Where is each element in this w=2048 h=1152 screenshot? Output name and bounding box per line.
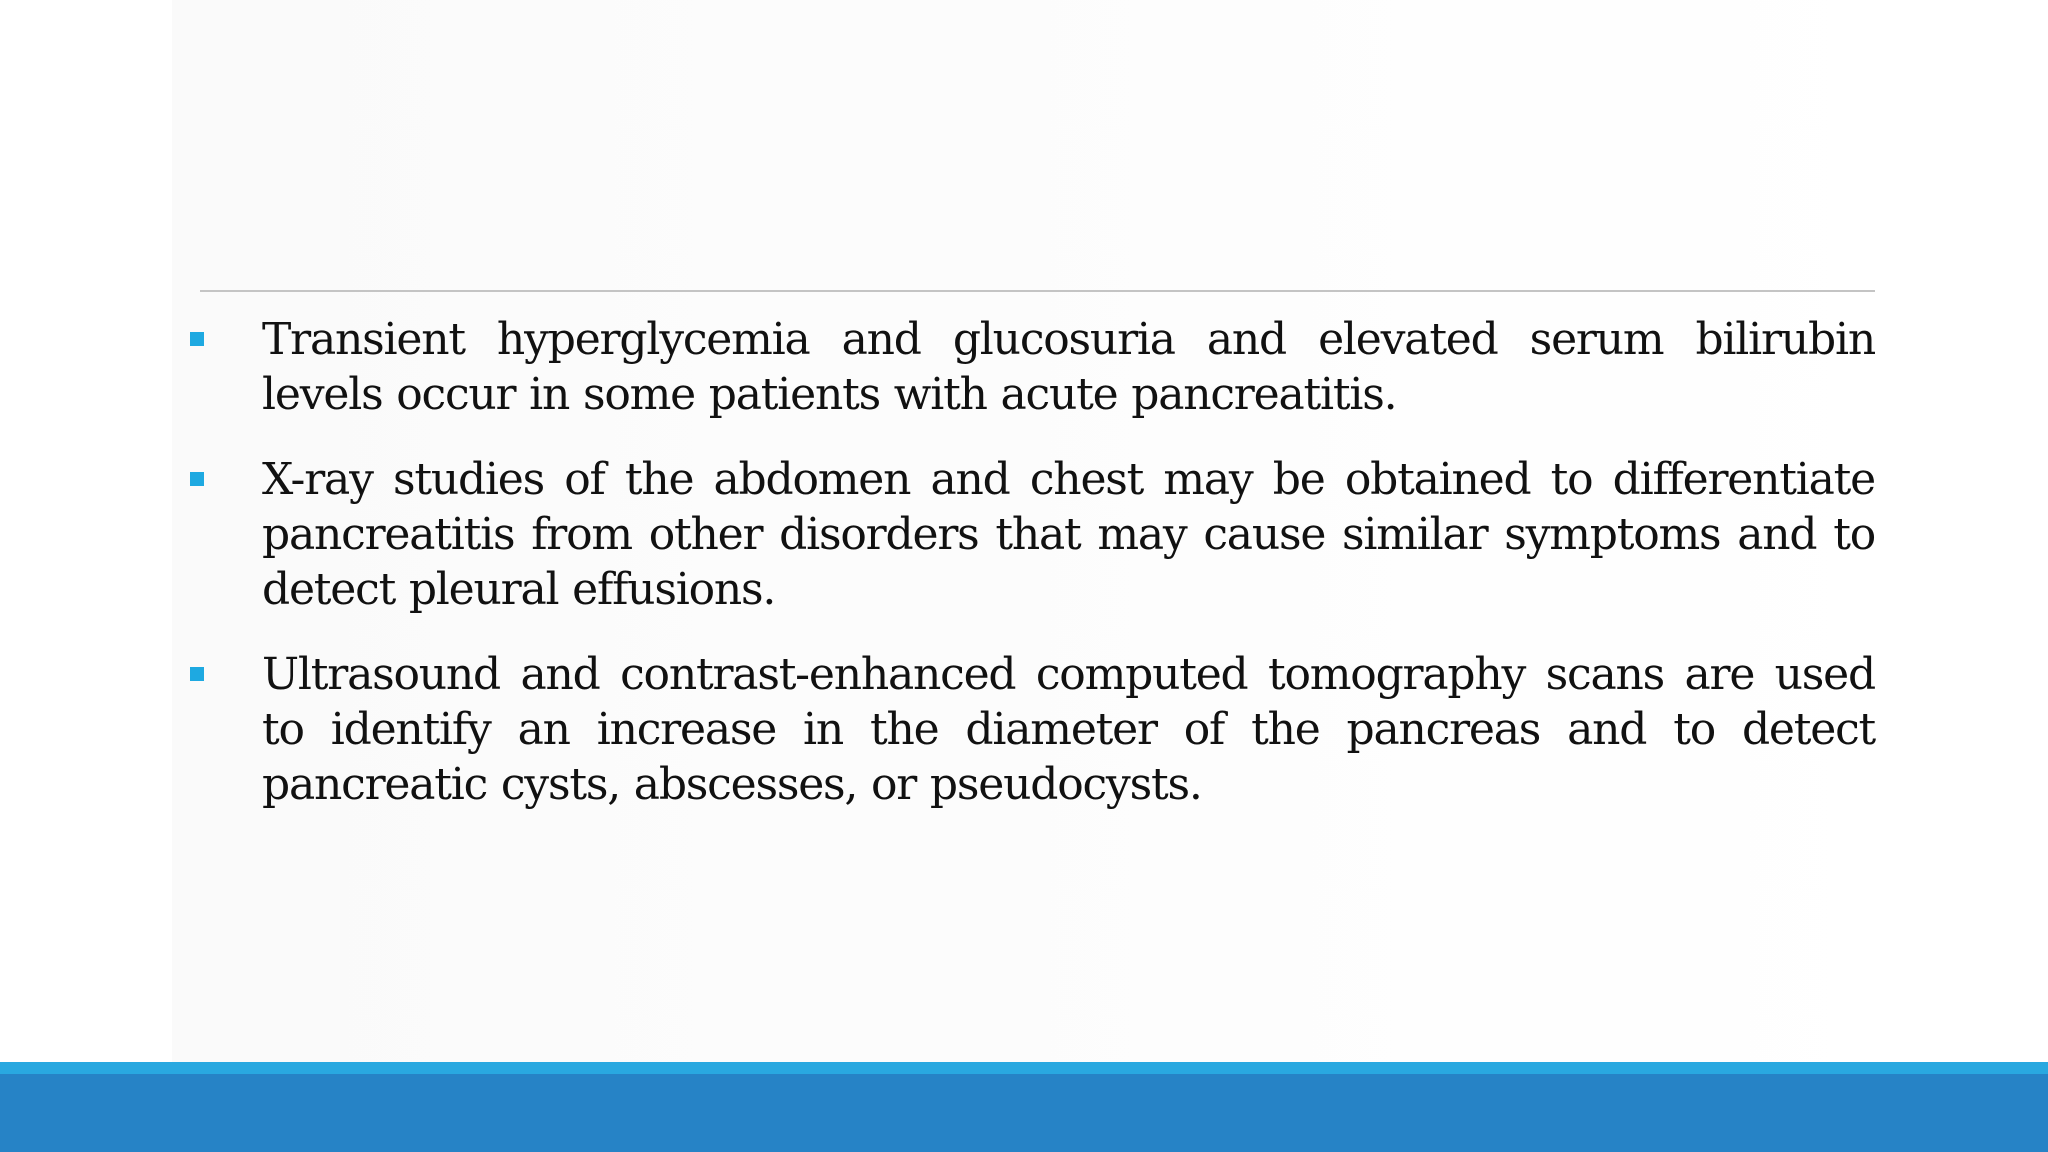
bullet-text: Transient hyperglycemia and glucosuria and elevated serum bilirubin levels occur in some patients with acute pancreatitis. xyxy=(262,314,1875,420)
bullet-text: X-ray studies of the abdomen and chest may be obtained to differentiate pancreatitis from other disorders that may cause similar symptoms and to detect pleural effusions. xyxy=(262,454,1875,615)
bullet-item xyxy=(190,312,1875,422)
bullet-item xyxy=(190,452,1875,617)
footer-accent-stripe xyxy=(0,1062,2048,1074)
bullet-item xyxy=(190,647,1875,812)
bullet-text: Ultrasound and contrast-enhanced computed tomography scans are used to identify an increase in the diameter of the pancreas and to detect pancreatic cysts, abscesses, or pseudocysts. xyxy=(262,649,1875,810)
square-bullet-icon xyxy=(190,472,204,486)
square-bullet-icon xyxy=(190,667,204,681)
footer-bar xyxy=(0,1074,2048,1152)
title-divider xyxy=(200,290,1875,292)
square-bullet-icon xyxy=(190,332,204,346)
bullet-list xyxy=(190,312,1875,842)
